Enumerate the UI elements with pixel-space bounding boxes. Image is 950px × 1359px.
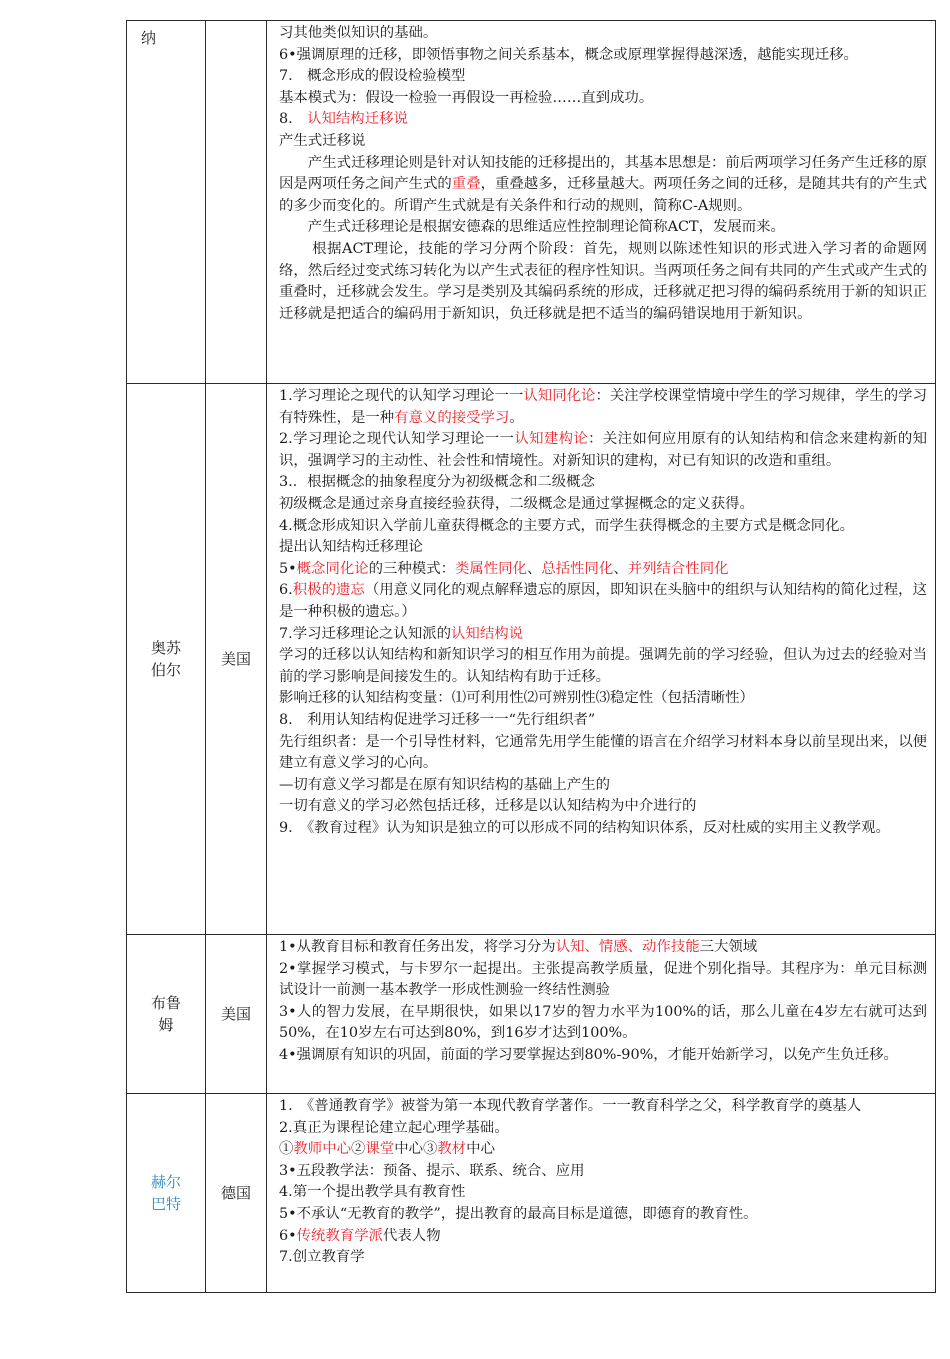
text-segment: 8. 利用认知结构促进学习迁移一一“先行组织者” [279, 711, 596, 728]
content-line [279, 1096, 927, 1118]
content-line [279, 88, 927, 110]
name-cell [127, 21, 206, 384]
name-cell [127, 935, 206, 1094]
text-segment: 7.学习迁移理论之认知派的 [279, 625, 452, 642]
text-segment: 提出认知结构迁移理论 [279, 539, 423, 556]
content-line [279, 818, 927, 840]
text-segment: ：关注如何应用原有的认知结构和信念来建构新的知识，强调学习的主动性、社会性和情境性。对新知识的建构，对已有知识的改造和重组。 [279, 431, 927, 469]
text-segment: 5•不承认“无教育的教学”，提出教育的最高目标是道德，即德育的教育性。 [279, 1205, 758, 1222]
text-segment: 一切有意义的学习必然包括迁移，迁移是以认知结构为中介进行的 [279, 798, 697, 815]
text-segment: 习其他类似知识的基础。 [279, 25, 438, 41]
country-cell [206, 935, 267, 1094]
highlighted-term: 认知结构说 [451, 625, 523, 642]
highlighted-term: 并列结合性同化 [627, 560, 729, 577]
person-name: 奥苏伯尔 [150, 639, 181, 679]
text-segment: 4.第一个提出教学具有教育性 [279, 1184, 466, 1201]
country-label: 美国 [220, 1005, 251, 1023]
text-segment: 1•从教育目标和教育任务出发，将学习分为 [279, 939, 556, 955]
text-segment: —切有意义学习都是在原有知识结构的基础上产生的 [279, 776, 610, 793]
content-line [279, 1247, 927, 1269]
text-segment: 初级概念是通过亲身直接经验获得，二级概念是通过掌握概念的定义获得。 [279, 495, 754, 512]
content-line [279, 23, 927, 45]
text-segment: 6. [279, 582, 293, 599]
text-segment: 产生式迁移说 [279, 132, 366, 149]
text-segment: 三大领域 [699, 939, 758, 955]
country-label: 美国 [220, 650, 251, 668]
text-segment: 中心③ [394, 1141, 438, 1158]
content-line [279, 796, 927, 818]
text-segment: 中心 [466, 1141, 495, 1158]
text-segment: 1.学习理论之现代的认知学习理论一一 [279, 388, 524, 404]
highlighted-term: 认知、情感、动作技能 [555, 939, 700, 955]
content-cell [267, 935, 936, 1094]
name-cell [127, 1094, 206, 1293]
highlighted-term: 传统教育学派 [296, 1227, 384, 1244]
table-row-bloom [127, 935, 936, 1094]
text-segment: ② [350, 1141, 366, 1158]
text-segment: 4.概念形成知识入学前儿童获得概念的主要方式，而学生获得概念的主要方式是概念同化。 [279, 517, 854, 534]
person-name: 赫尔巴特 [150, 1173, 181, 1213]
highlighted-term: 认知建构论 [514, 431, 589, 448]
text-segment: 产生式迁移理论是根据安德森的思维适应性控制理论简称ACT，发展而来。 [307, 219, 785, 236]
content-line [279, 1139, 927, 1161]
text-segment: 1. 《普通教育学》被誉为第一本现代教育学著作。一一教育科学之父，科学教育学的奠基人 [279, 1098, 862, 1114]
text-segment: 2.真正为课程论建立起心理学基础。 [279, 1119, 509, 1136]
country-cell [206, 21, 267, 384]
content-line [279, 710, 927, 732]
text-segment: 产生式迁移理论则是针对认知技能的迁移提出的，其基本思想是：前后两项学习任务产生迁移的原因是两项任务之间产生式的 [279, 154, 927, 193]
highlighted-term: 积极的遗忘 [292, 582, 365, 599]
content-line [279, 559, 927, 581]
content-line [279, 239, 927, 325]
text-segment: 9. 《教育过程》认为知识是独立的可以形成不同的结构知识体系，反对杜威的实用主义教学观。 [279, 819, 890, 836]
text-segment: 代表人物 [383, 1227, 441, 1244]
highlighted-term: 类属性同化 [454, 560, 527, 577]
highlighted-term: 课堂 [365, 1141, 395, 1158]
text-segment: 3.．根据概念的抽象程度分为初级概念和二级概念 [279, 474, 595, 491]
text-segment: 。 [509, 409, 524, 426]
content-line [279, 109, 927, 131]
text-segment: 7. 概念形成的假设检验模型 [279, 68, 466, 85]
text-segment: 影响迁移的认知结构变量：⑴可利用性⑵可辨别性⑶稳定性（包括清晰性） [279, 690, 754, 707]
text-segment: ，重叠越多，迁移量越大。两项任务之间的迁移，是随其共有的产生式的多少而变化的。所谓产生式就是有关条件和行动的规则，简称C-A规则。 [279, 176, 927, 214]
content-line [279, 217, 927, 239]
content-line [279, 775, 927, 797]
content-line [279, 1161, 927, 1183]
country-label: 德国 [220, 1184, 251, 1202]
content-cell [267, 21, 936, 384]
text-segment: 7.创立教育学 [279, 1249, 365, 1266]
text-segment: 先行组织者：是一个引导性材料，它通常先用学生能懂的语言在介绍学习材料本身以前呈现出来，以便建立有意义学习的心向。 [279, 733, 927, 772]
person-name: 纳 [141, 29, 157, 47]
text-segment: 3•五段教学法：预备、提示、联系、统合、应用 [279, 1162, 585, 1179]
text-segment: ：关注学校课堂情境中学生的学习规律，学生的学习有特殊性，是一种 [279, 388, 927, 426]
content-line [279, 645, 927, 688]
content-line [279, 1045, 927, 1067]
person-name: 布鲁姆 [150, 994, 181, 1034]
content-cell [267, 384, 936, 935]
text-segment: 、 [613, 560, 628, 577]
country-cell [206, 1094, 267, 1293]
content-line [279, 494, 927, 516]
text-segment: 、 [526, 560, 542, 577]
text-segment: 6•强调原理的迁移，即领悟事物之间关系基本，概念或原理掌握得越深透，越能实现迁移。 [279, 46, 858, 63]
country-cell [206, 384, 267, 935]
highlighted-term: 重叠 [451, 176, 481, 193]
text-segment: 基本模式为：假设一检验一再假设一再检验……直到成功。 [279, 89, 654, 106]
highlighted-term: 认知同化论 [523, 388, 596, 404]
text-segment: 4•强调原有知识的巩固，前面的学习要掌握达到80%-90%，才能开始新学习，以免产生负迁移。 [279, 1046, 898, 1063]
highlighted-term: 概念同化论 [296, 560, 369, 577]
content-line [279, 429, 927, 472]
content-line [279, 1182, 927, 1204]
content-line [279, 472, 927, 494]
text-segment: 学习的迁移以认知结构和新知识学习的相互作用为前提。强调先前的学习经验，但认为过去的经验对当前的学习影响是间接发生的。认知结构有助于迁移。 [279, 647, 927, 685]
text-segment: 的三种模式： [368, 560, 455, 577]
text-segment: 8. [279, 111, 308, 128]
text-segment: ① [279, 1141, 294, 1158]
name-cell [127, 384, 206, 935]
highlighted-term: 认知结构迁移说 [307, 111, 408, 128]
highlighted-term: 总括性同化 [541, 560, 614, 577]
text-segment: （用意义同化的观点解释遗忘的原因，即知识在头脑中的组织与认知结构的简化过程，这是一种积极的遗忘。） [279, 582, 927, 620]
text-segment: 3•人的智力发展，在早期很快，如果以17岁的智力水平为100%的话，那么儿童在4岁左右就可达到50%，在10岁左右可达到80%，到16岁才达到100%。 [279, 1003, 927, 1042]
text-segment: 5• [279, 560, 297, 577]
highlighted-term: 教材 [437, 1141, 467, 1158]
content-line [279, 66, 927, 88]
content-line [279, 732, 927, 775]
content-line [279, 1226, 927, 1248]
content-line [279, 153, 927, 218]
content-line [279, 1002, 927, 1045]
content-line [279, 131, 927, 153]
content-line [279, 937, 927, 959]
content-line [279, 580, 927, 623]
content-line [279, 386, 927, 429]
content-line [279, 1118, 927, 1140]
content-line [279, 1204, 927, 1226]
table-row-ausubel [127, 384, 936, 935]
text-segment: 根据ACT理论，技能的学习分两个阶段：首先，规则以陈述性知识的形式进入学习者的命题网络，然后经过变式练习转化为以产生式表征的程序性知识。当两项任务之间有共同的产生式或产生式的重叠时，迁移就会发生。学习是类别及其编码系统的形成，迁移就疋把习得的编码系统用于新的知识正迁移就是把适合的编码用于新知识，负迁移就是把不适当的编码错误地用于新知识。 [279, 240, 927, 322]
content-line [279, 959, 927, 1002]
table-row-na [127, 21, 936, 384]
table-row-herbart [127, 1094, 936, 1293]
content-cell [267, 1094, 936, 1293]
content-line [279, 45, 927, 67]
text-segment: 6• [279, 1227, 297, 1244]
content-line [279, 537, 927, 559]
highlighted-term: 有意义的接受学习 [394, 409, 510, 426]
text-segment: 2•掌握学习模式，与卡罗尔一起提出。主张提高教学质量，促进个别化指导。其程序为：单元目标测试设计一前测一基本教学一形成性测验一终结性测验 [279, 960, 927, 999]
notes-table [126, 20, 936, 1293]
content-line [279, 688, 927, 710]
content-line [279, 624, 927, 646]
content-line [279, 516, 927, 538]
text-segment: 2.学习理论之现代认知学习理论一一 [279, 431, 515, 448]
highlighted-term: 教师中心 [293, 1141, 351, 1158]
